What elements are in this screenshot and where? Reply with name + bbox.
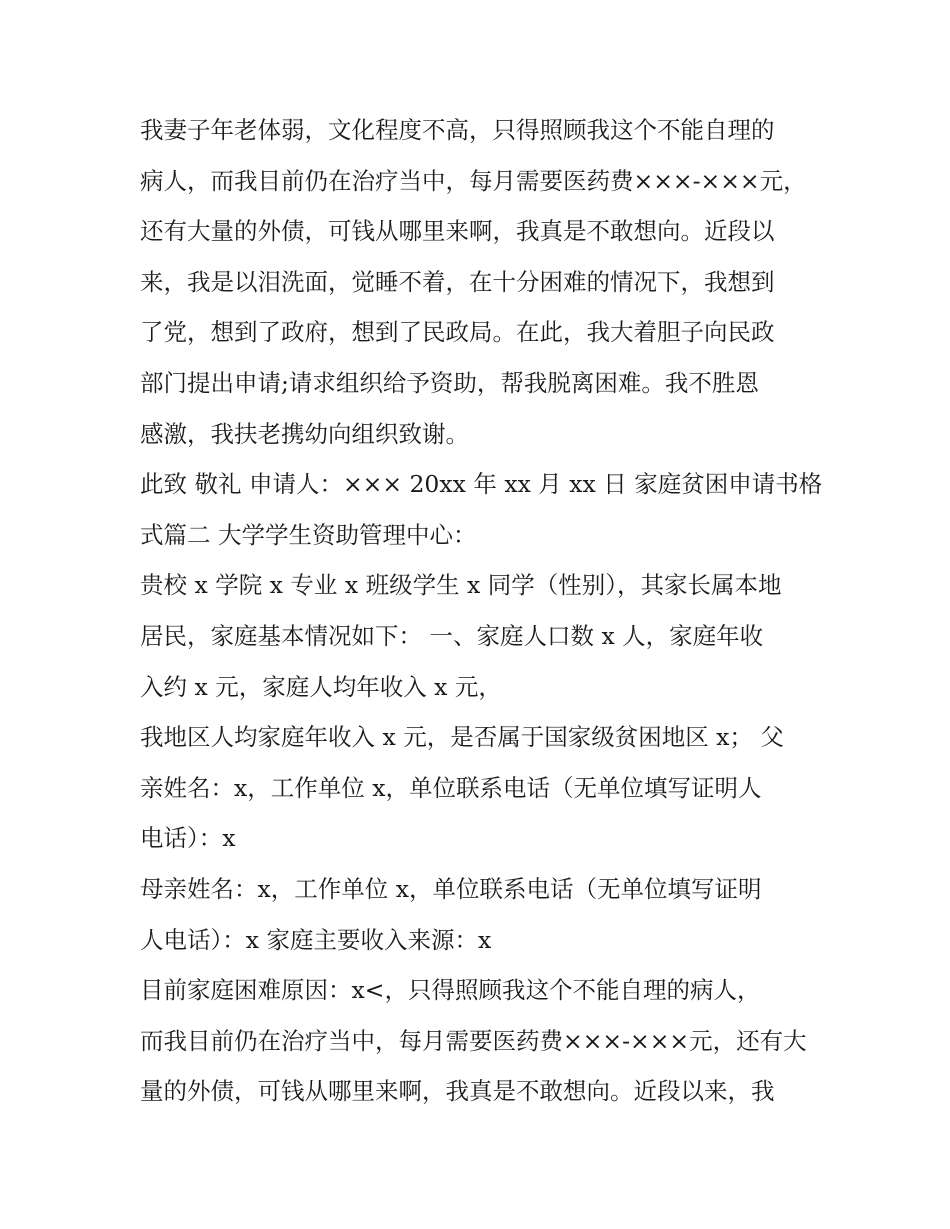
text-line: 此致 敬礼 申请人：××× 20xx 年 xx 月 xx 日 家庭贫困申请书格 [140, 470, 823, 499]
text-line: 式篇二 大学学生资助管理中心： [140, 520, 477, 549]
text-line: 来，我是以泪洗面，觉睡不着，在十分困难的情况下，我想到 [140, 267, 775, 296]
text-line: 了党，想到了政府，想到了民政局。在此，我大着胆子向民政 [140, 318, 775, 347]
text-line: 我妻子年老体弱，文化程度不高，只得照顾我这个不能自理的 [140, 116, 775, 144]
text-line: 还有大量的外债，可钱从哪里来啊，我真是不敢想向。近段以 [140, 217, 775, 246]
text-line: 电话）：x [140, 824, 236, 853]
text-line: 亲姓名：x，工作单位 x，单位联系电话（无单位填写证明人 [140, 773, 762, 802]
text-line: 病人，而我目前仍在治疗当中，每月需要医药费×××-×××元， [140, 166, 807, 195]
document-body [140, 105, 823, 1117]
text-line: 贵校 x 学院 x 专业 x 班级学生 x 同学（性别），其家长属本地 [140, 571, 782, 600]
text-line: 部门提出申请;请求组织给予资助，帮我脱离困难。我不胜恩 [140, 368, 759, 397]
text-line: 入约 x 元，家庭人均年收入 x 元， [140, 672, 502, 701]
text-line: 量的外债，可钱从哪里来啊，我真是不敢想向。近段以来，我 [140, 1077, 775, 1106]
text-line: 人电话）：x 家庭主要收入来源：x [140, 925, 492, 954]
text-line: 目前家庭困难原因：x<，只得照顾我这个不能自理的病人， [140, 976, 761, 1005]
text-line: 而我目前仍在治疗当中，每月需要医药费×××-×××元，还有大 [140, 1026, 807, 1055]
text-line: 感激，我扶老携幼向组织致谢。 [140, 419, 469, 448]
text-line: 我地区人均家庭年收入 x 元，是否属于国家级贫困地区 x； 父 [140, 723, 784, 752]
text-line: 居民，家庭基本情况如下： 一、家庭人口数 x 人，家庭年收 [140, 621, 764, 650]
text-line: 母亲姓名：x，工作单位 x，单位联系电话（无单位填写证明 [140, 874, 762, 903]
